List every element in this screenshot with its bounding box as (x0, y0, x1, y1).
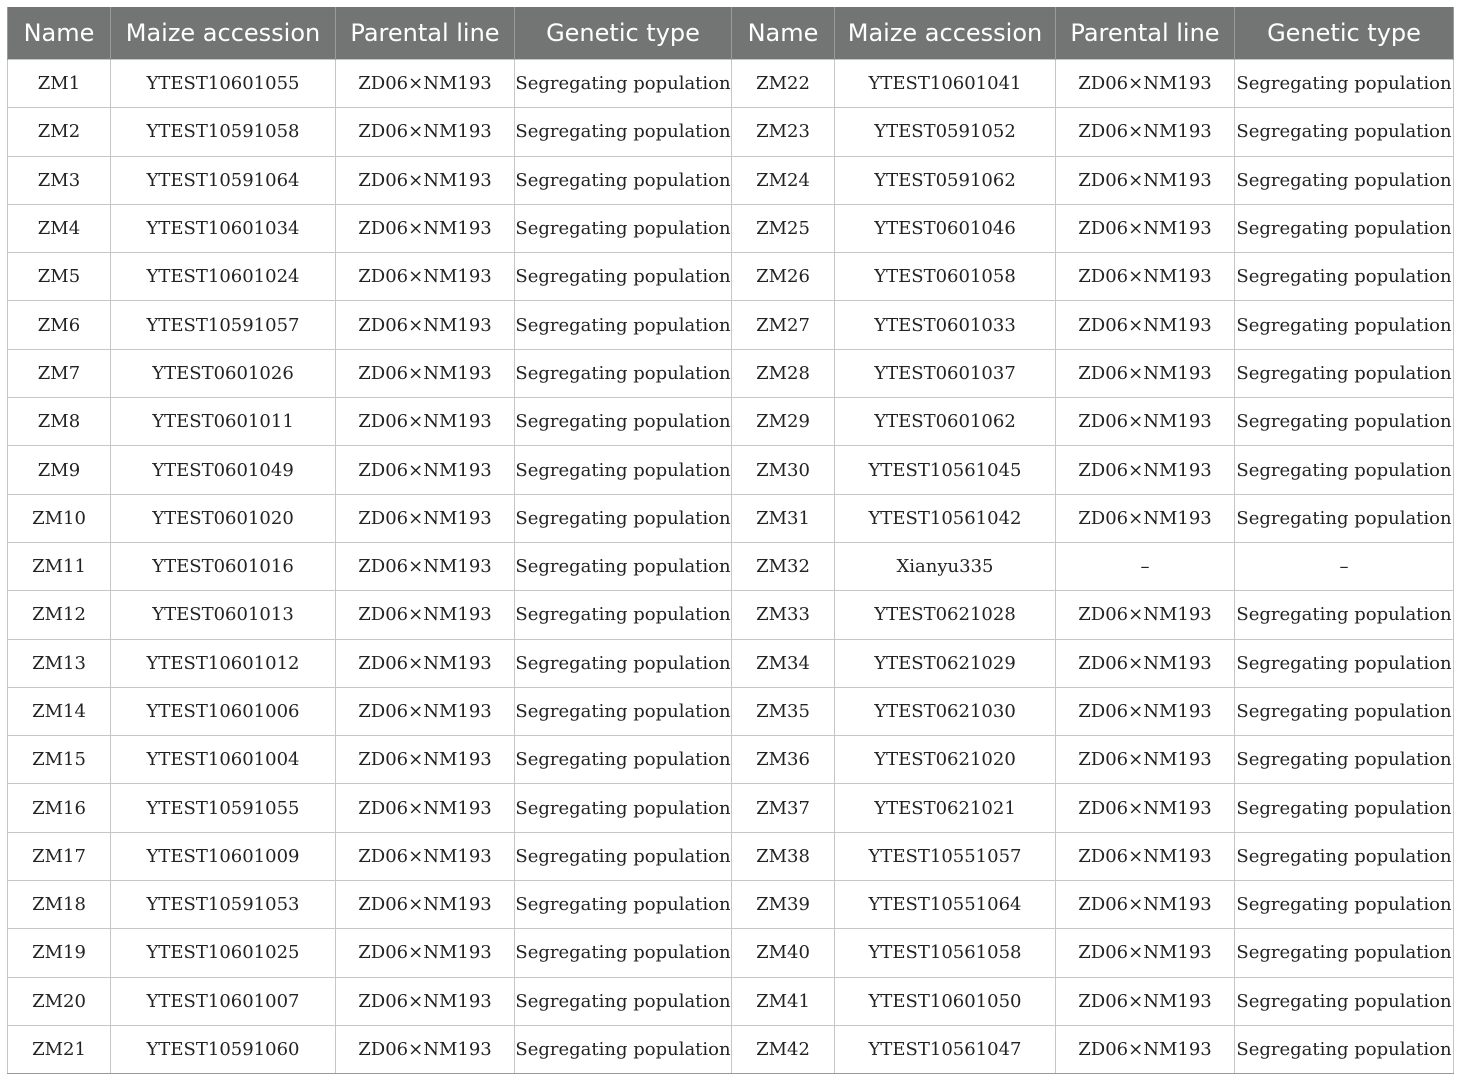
cell-parental-line: ZD06×NM193 (336, 446, 515, 494)
cell-genetic-type: Segregating population (515, 156, 732, 204)
cell-name: ZM3 (8, 156, 111, 204)
cell-genetic-type: Segregating population (1235, 881, 1454, 929)
cell-name: ZM33 (732, 591, 835, 639)
cell-genetic-type: Segregating population (1235, 60, 1454, 108)
cell-maize-accession: YTEST0621028 (835, 591, 1056, 639)
cell-maize-accession: YTEST10601004 (111, 736, 336, 784)
cell-name: ZM27 (732, 301, 835, 349)
table-row (8, 301, 1454, 349)
cell-parental-line: ZD06×NM193 (1056, 736, 1235, 784)
cell-maize-accession: YTEST0601049 (111, 446, 336, 494)
cell-parental-line: ZD06×NM193 (336, 108, 515, 156)
cell-maize-accession: YTEST0621029 (835, 639, 1056, 687)
cell-parental-line: ZD06×NM193 (1056, 253, 1235, 301)
cell-name: ZM18 (8, 881, 111, 929)
cell-parental-line: ZD06×NM193 (1056, 494, 1235, 542)
cell-parental-line: ZD06×NM193 (1056, 446, 1235, 494)
cell-genetic-type: Segregating population (1235, 398, 1454, 446)
cell-maize-accession: YTEST10591064 (111, 156, 336, 204)
cell-genetic-type: Segregating population (515, 929, 732, 977)
table-row (8, 1025, 1454, 1073)
cell-parental-line: ZD06×NM193 (336, 494, 515, 542)
cell-parental-line: ZD06×NM193 (336, 687, 515, 735)
cell-name: ZM30 (732, 446, 835, 494)
cell-parental-line: ZD06×NM193 (1056, 156, 1235, 204)
table-row (8, 446, 1454, 494)
cell-parental-line: ZD06×NM193 (336, 253, 515, 301)
cell-name: ZM2 (8, 108, 111, 156)
cell-genetic-type: Segregating population (515, 301, 732, 349)
cell-genetic-type: Segregating population (515, 446, 732, 494)
column-header-parental-line: Parental line (336, 7, 515, 60)
cell-maize-accession: Xianyu335 (835, 542, 1056, 590)
cell-name: ZM6 (8, 301, 111, 349)
cell-maize-accession: YTEST10561047 (835, 1025, 1056, 1073)
cell-parental-line: ZD06×NM193 (336, 204, 515, 252)
cell-parental-line: ZD06×NM193 (1056, 398, 1235, 446)
cell-name: ZM31 (732, 494, 835, 542)
cell-genetic-type: Segregating population (515, 591, 732, 639)
cell-maize-accession: YTEST0621020 (835, 736, 1056, 784)
cell-maize-accession: YTEST0601013 (111, 591, 336, 639)
cell-maize-accession: YTEST10601041 (835, 60, 1056, 108)
column-header-genetic-type: Genetic type (515, 7, 732, 60)
cell-parental-line: ZD06×NM193 (336, 639, 515, 687)
cell-genetic-type: Segregating population (515, 977, 732, 1025)
table-row (8, 736, 1454, 784)
cell-maize-accession: YTEST0601011 (111, 398, 336, 446)
cell-parental-line: ZD06×NM193 (336, 542, 515, 590)
cell-genetic-type: Segregating population (1235, 349, 1454, 397)
cell-name: ZM14 (8, 687, 111, 735)
cell-parental-line: ZD06×NM193 (1056, 687, 1235, 735)
table-row (8, 108, 1454, 156)
cell-name: ZM39 (732, 881, 835, 929)
cell-name: ZM5 (8, 253, 111, 301)
cell-parental-line: ZD06×NM193 (336, 398, 515, 446)
cell-name: ZM26 (732, 253, 835, 301)
cell-genetic-type: Segregating population (515, 398, 732, 446)
cell-genetic-type: Segregating population (515, 349, 732, 397)
column-header-name: Name (732, 7, 835, 60)
cell-maize-accession: YTEST10561042 (835, 494, 1056, 542)
cell-maize-accession: YTEST10551064 (835, 881, 1056, 929)
cell-genetic-type: Segregating population (1235, 108, 1454, 156)
table-row (8, 542, 1454, 590)
cell-genetic-type: Segregating population (515, 1025, 732, 1073)
cell-genetic-type: Segregating population (1235, 784, 1454, 832)
cell-parental-line: ZD06×NM193 (1056, 108, 1235, 156)
cell-genetic-type: Segregating population (1235, 446, 1454, 494)
cell-maize-accession: YTEST0601046 (835, 204, 1056, 252)
cell-maize-accession: YTEST0601037 (835, 349, 1056, 397)
cell-parental-line: ZD06×NM193 (336, 784, 515, 832)
column-header-genetic-type: Genetic type (1235, 7, 1454, 60)
cell-parental-line: ZD06×NM193 (336, 736, 515, 784)
accession-table-container (7, 7, 1453, 1074)
cell-maize-accession: YTEST0621030 (835, 687, 1056, 735)
cell-maize-accession: YTEST0601016 (111, 542, 336, 590)
cell-genetic-type: Segregating population (515, 687, 732, 735)
cell-name: ZM23 (732, 108, 835, 156)
cell-name: ZM38 (732, 832, 835, 880)
cell-maize-accession: YTEST0601033 (835, 301, 1056, 349)
cell-name: ZM28 (732, 349, 835, 397)
cell-parental-line: ZD06×NM193 (1056, 204, 1235, 252)
cell-genetic-type: Segregating population (1235, 301, 1454, 349)
cell-parental-line: ZD06×NM193 (1056, 60, 1235, 108)
table-row (8, 687, 1454, 735)
cell-parental-line: ZD06×NM193 (1056, 349, 1235, 397)
cell-parental-line: ZD06×NM193 (336, 591, 515, 639)
cell-maize-accession: YTEST10601012 (111, 639, 336, 687)
cell-maize-accession: YTEST10601025 (111, 929, 336, 977)
cell-name: ZM19 (8, 929, 111, 977)
cell-name: ZM21 (8, 1025, 111, 1073)
cell-parental-line: ZD06×NM193 (1056, 301, 1235, 349)
cell-name: ZM10 (8, 494, 111, 542)
cell-name: ZM32 (732, 542, 835, 590)
table-row (8, 253, 1454, 301)
cell-genetic-type: Segregating population (515, 108, 732, 156)
cell-name: ZM11 (8, 542, 111, 590)
cell-maize-accession: YTEST0601062 (835, 398, 1056, 446)
cell-genetic-type: Segregating population (1235, 1025, 1454, 1073)
cell-name: ZM8 (8, 398, 111, 446)
cell-genetic-type: Segregating population (515, 784, 732, 832)
cell-name: ZM29 (732, 398, 835, 446)
cell-parental-line: ZD06×NM193 (1056, 881, 1235, 929)
cell-parental-line: ZD06×NM193 (336, 156, 515, 204)
cell-name: ZM25 (732, 204, 835, 252)
cell-name: ZM35 (732, 687, 835, 735)
cell-name: ZM17 (8, 832, 111, 880)
table-row (8, 204, 1454, 252)
cell-genetic-type: Segregating population (1235, 639, 1454, 687)
cell-name: ZM4 (8, 204, 111, 252)
cell-genetic-type: Segregating population (1235, 204, 1454, 252)
cell-maize-accession: YTEST10591060 (111, 1025, 336, 1073)
cell-genetic-type: Segregating population (1235, 156, 1454, 204)
table-row (8, 639, 1454, 687)
cell-genetic-type: – (1235, 542, 1454, 590)
cell-maize-accession: YTEST10601007 (111, 977, 336, 1025)
cell-maize-accession: YTEST0601026 (111, 349, 336, 397)
cell-maize-accession: YTEST10561045 (835, 446, 1056, 494)
cell-maize-accession: YTEST10591057 (111, 301, 336, 349)
cell-genetic-type: Segregating population (1235, 977, 1454, 1025)
cell-parental-line: ZD06×NM193 (1056, 591, 1235, 639)
table-header (8, 7, 1454, 60)
column-header-parental-line: Parental line (1056, 7, 1235, 60)
table-row (8, 881, 1454, 929)
cell-maize-accession: YTEST10601009 (111, 832, 336, 880)
cell-parental-line: ZD06×NM193 (1056, 832, 1235, 880)
cell-maize-accession: YTEST0601058 (835, 253, 1056, 301)
cell-genetic-type: Segregating population (515, 253, 732, 301)
cell-name: ZM1 (8, 60, 111, 108)
cell-parental-line: ZD06×NM193 (336, 881, 515, 929)
cell-genetic-type: Segregating population (1235, 591, 1454, 639)
cell-maize-accession: YTEST10601050 (835, 977, 1056, 1025)
cell-maize-accession: YTEST10561058 (835, 929, 1056, 977)
cell-name: ZM16 (8, 784, 111, 832)
cell-parental-line: ZD06×NM193 (1056, 1025, 1235, 1073)
cell-genetic-type: Segregating population (1235, 736, 1454, 784)
cell-maize-accession: YTEST0621021 (835, 784, 1056, 832)
cell-parental-line: ZD06×NM193 (336, 929, 515, 977)
table-row (8, 60, 1454, 108)
column-header-maize-accession: Maize accession (111, 7, 336, 60)
cell-maize-accession: YTEST10591055 (111, 784, 336, 832)
cell-name: ZM42 (732, 1025, 835, 1073)
cell-maize-accession: YTEST10591053 (111, 881, 336, 929)
cell-parental-line: ZD06×NM193 (336, 1025, 515, 1073)
cell-maize-accession: YTEST10601006 (111, 687, 336, 735)
cell-name: ZM13 (8, 639, 111, 687)
cell-parental-line: ZD06×NM193 (336, 977, 515, 1025)
cell-parental-line: ZD06×NM193 (336, 301, 515, 349)
table-row (8, 349, 1454, 397)
cell-name: ZM36 (732, 736, 835, 784)
cell-name: ZM9 (8, 446, 111, 494)
cell-genetic-type: Segregating population (515, 881, 732, 929)
table-row (8, 929, 1454, 977)
table-row (8, 494, 1454, 542)
cell-genetic-type: Segregating population (515, 542, 732, 590)
table-row (8, 784, 1454, 832)
cell-maize-accession: YTEST10551057 (835, 832, 1056, 880)
table-body (8, 60, 1454, 1074)
cell-name: ZM24 (732, 156, 835, 204)
cell-genetic-type: Segregating population (1235, 494, 1454, 542)
cell-parental-line: ZD06×NM193 (336, 349, 515, 397)
cell-parental-line: ZD06×NM193 (1056, 977, 1235, 1025)
cell-genetic-type: Segregating population (1235, 929, 1454, 977)
cell-name: ZM20 (8, 977, 111, 1025)
cell-name: ZM40 (732, 929, 835, 977)
table-row (8, 977, 1454, 1025)
cell-genetic-type: Segregating population (515, 736, 732, 784)
table-row (8, 591, 1454, 639)
cell-name: ZM37 (732, 784, 835, 832)
cell-genetic-type: Segregating population (515, 60, 732, 108)
cell-maize-accession: YTEST10601034 (111, 204, 336, 252)
cell-name: ZM34 (732, 639, 835, 687)
cell-maize-accession: YTEST10601024 (111, 253, 336, 301)
cell-name: ZM15 (8, 736, 111, 784)
header-row (8, 7, 1454, 60)
cell-parental-line: ZD06×NM193 (1056, 929, 1235, 977)
accession-table (7, 7, 1454, 1074)
cell-maize-accession: YTEST0601020 (111, 494, 336, 542)
cell-genetic-type: Segregating population (515, 639, 732, 687)
cell-genetic-type: Segregating population (515, 832, 732, 880)
table-row (8, 832, 1454, 880)
cell-parental-line: ZD06×NM193 (1056, 639, 1235, 687)
cell-maize-accession: YTEST0591052 (835, 108, 1056, 156)
cell-maize-accession: YTEST10601055 (111, 60, 336, 108)
cell-genetic-type: Segregating population (515, 494, 732, 542)
column-header-maize-accession: Maize accession (835, 7, 1056, 60)
cell-parental-line: ZD06×NM193 (1056, 784, 1235, 832)
cell-genetic-type: Segregating population (1235, 253, 1454, 301)
cell-maize-accession: YTEST0591062 (835, 156, 1056, 204)
cell-genetic-type: Segregating population (1235, 832, 1454, 880)
cell-genetic-type: Segregating population (515, 204, 732, 252)
cell-genetic-type: Segregating population (1235, 687, 1454, 735)
column-header-name: Name (8, 7, 111, 60)
cell-parental-line: ZD06×NM193 (336, 832, 515, 880)
cell-maize-accession: YTEST10591058 (111, 108, 336, 156)
cell-name: ZM22 (732, 60, 835, 108)
cell-parental-line: – (1056, 542, 1235, 590)
cell-name: ZM12 (8, 591, 111, 639)
table-row (8, 156, 1454, 204)
cell-name: ZM7 (8, 349, 111, 397)
cell-name: ZM41 (732, 977, 835, 1025)
cell-parental-line: ZD06×NM193 (336, 60, 515, 108)
table-row (8, 398, 1454, 446)
